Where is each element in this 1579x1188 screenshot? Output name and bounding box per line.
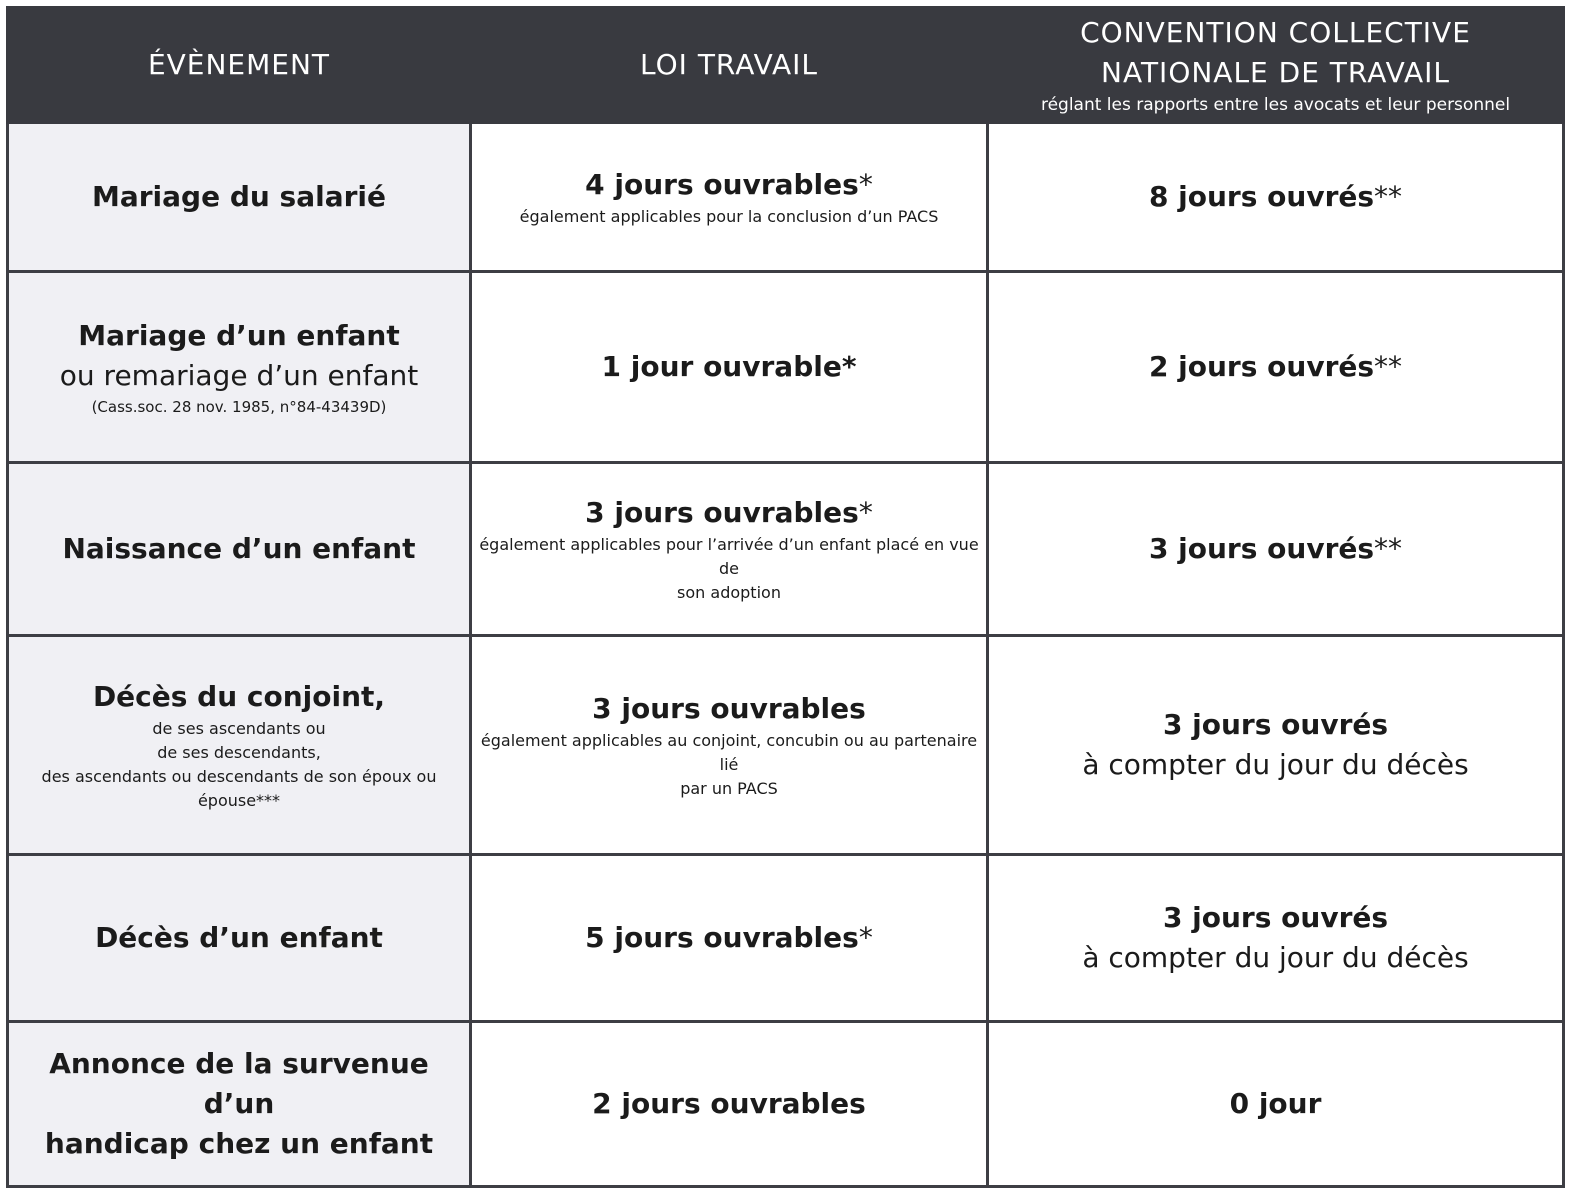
table-body [8, 123, 1564, 1187]
convention-value-text: 3 jours ouvrés [1148, 532, 1375, 565]
loi-cell [471, 123, 988, 272]
event-cell [8, 123, 471, 272]
convention-value: 3 jours ouvrés [1162, 901, 1389, 934]
convention-value: 0 jour [1229, 1087, 1322, 1120]
event-title-line2: handicap chez un enfant [44, 1127, 434, 1160]
loi-cell [471, 855, 988, 1022]
convention-cell [988, 123, 1564, 272]
event-title-line1: Annonce de la survenue d’un [49, 1047, 429, 1120]
loi-note-line2: par un PACS [680, 779, 778, 798]
event-detail-line3: des ascendants ou descendants de son époux ou [41, 767, 437, 786]
event-cell [8, 272, 471, 463]
loi-value-asterisk: * [858, 921, 873, 954]
event-detail-line1: de ses ascendants ou [152, 719, 326, 738]
header-convention-line2: NATIONALE DE TRAVAIL [1101, 56, 1450, 89]
convention-value-text: 8 jours ouvrés [1148, 180, 1375, 213]
loi-cell [471, 272, 988, 463]
header-row [8, 8, 1564, 123]
event-title: Mariage du salarié [91, 180, 386, 213]
event-title: Mariage d’un enfant [78, 319, 400, 352]
loi-value-asterisk: * [858, 496, 873, 529]
convention-detail: à compter du jour du décès [1082, 941, 1469, 974]
convention-cell [988, 463, 1564, 636]
convention-cell [988, 272, 1564, 463]
event-title: Décès d’un enfant [95, 921, 383, 954]
leave-comparison-table [6, 6, 1565, 1188]
convention-detail: à compter du jour du décès [1082, 748, 1469, 781]
event-title: Décès du conjoint, [92, 680, 386, 713]
table-row [8, 855, 1564, 1022]
convention-value-asterisk: ** [1374, 180, 1403, 213]
event-cell [8, 855, 471, 1022]
table-row [8, 636, 1564, 855]
loi-note-line1: également applicables au conjoint, concubin ou au partenaire lié [480, 731, 978, 774]
convention-value-asterisk: ** [1374, 350, 1403, 383]
table-row [8, 272, 1564, 463]
table-row [8, 463, 1564, 636]
header-convention-line1: CONVENTION COLLECTIVE [1080, 16, 1471, 49]
header-event [8, 8, 471, 123]
event-subtitle: ou remariage d’un enfant [59, 359, 419, 392]
loi-value-text: 3 jours ouvrables [585, 496, 859, 529]
event-reference: (Cass.soc. 28 nov. 1985, n°84-43439D) [91, 398, 387, 416]
convention-cell [988, 855, 1564, 1022]
loi-value-asterisk: * [858, 168, 873, 201]
header-loi-travail [471, 8, 988, 123]
loi-cell [471, 636, 988, 855]
loi-value: 3 jours ouvrables [592, 692, 866, 725]
loi-value-text: 4 jours ouvrables [585, 168, 859, 201]
loi-value [476, 493, 982, 533]
loi-value [476, 165, 982, 205]
convention-value-text: 2 jours ouvrés [1148, 350, 1375, 383]
loi-note: également applicables pour la conclusion d’un PACS [519, 207, 939, 226]
loi-note-line2: son adoption [677, 583, 781, 602]
header-convention [988, 8, 1564, 123]
loi-cell [471, 463, 988, 636]
table-row [8, 123, 1564, 272]
header-loi-travail-label: LOI TRAVAIL [640, 48, 818, 81]
event-cell [8, 636, 471, 855]
loi-cell [471, 1022, 988, 1187]
convention-value [993, 529, 1558, 569]
header-convention-subtitle: réglant les rapports entre les avocats et leur personnel [1040, 95, 1511, 115]
convention-value [993, 347, 1558, 387]
convention-value [993, 177, 1558, 217]
event-cell [8, 463, 471, 636]
loi-value [476, 918, 982, 958]
header-event-label: ÉVÈNEMENT [147, 48, 331, 81]
loi-note-line1: également applicables pour l’arrivée d’un enfant placé en vue de [479, 535, 979, 578]
event-detail-line2: de ses descendants, [157, 743, 321, 762]
convention-value: 3 jours ouvrés [1162, 708, 1389, 741]
event-title: Naissance d’un enfant [62, 532, 416, 565]
loi-value: 1 jour ouvrable* [601, 350, 857, 383]
convention-cell [988, 1022, 1564, 1187]
event-cell [8, 1022, 471, 1187]
table-header [8, 8, 1564, 123]
loi-value: 2 jours ouvrables [592, 1087, 866, 1120]
convention-value-asterisk: ** [1374, 532, 1403, 565]
table-row [8, 1022, 1564, 1187]
convention-cell [988, 636, 1564, 855]
event-detail-line4: épouse*** [197, 791, 281, 810]
loi-value-text: 5 jours ouvrables [585, 921, 859, 954]
